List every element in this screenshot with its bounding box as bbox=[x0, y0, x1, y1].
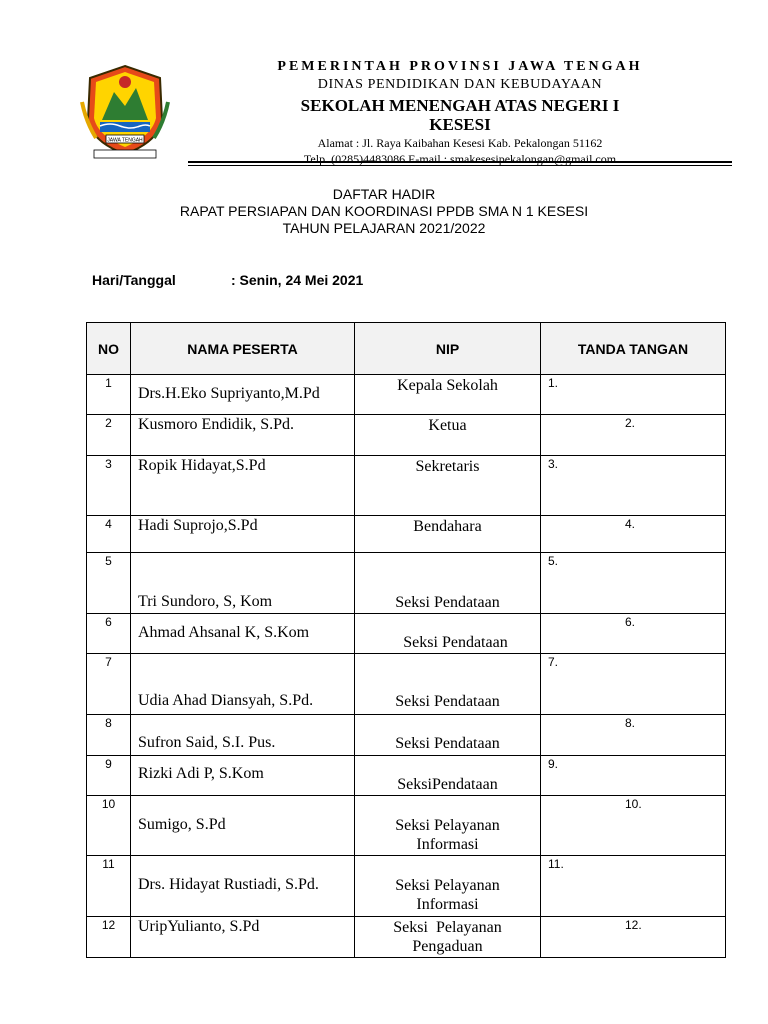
participant-role: Bendahara bbox=[413, 518, 482, 535]
signature-slot: 6. bbox=[625, 615, 636, 629]
signature-slot: 2. bbox=[625, 416, 636, 430]
participant-name: Sufron Said, S.I. Pus. bbox=[138, 734, 276, 751]
participant-role: Ketua bbox=[428, 417, 467, 434]
row-number: 1 bbox=[105, 376, 112, 390]
participant-name: UripYulianto, S.Pd bbox=[138, 918, 260, 935]
row-number: 7 bbox=[105, 655, 112, 669]
doc-subtitle: RAPAT PERSIAPAN DAN KOORDINASI PPDB SMA N 1 KESESI bbox=[179, 203, 589, 219]
signature-slot: 5. bbox=[548, 554, 559, 568]
doc-year: TAHUN PELAJARAN 2021/2022 bbox=[282, 220, 486, 236]
table-row bbox=[87, 756, 726, 796]
participant-role: SeksiPendataan bbox=[397, 776, 498, 793]
school-name: SEKOLAH MENENGAH ATAS NEGERI I bbox=[300, 96, 620, 115]
header-signature: TANDA TANGAN bbox=[541, 323, 726, 375]
row-number: 10 bbox=[101, 797, 116, 811]
participant-name: Sumigo, S.Pd bbox=[138, 816, 226, 833]
date-value: : Senin, 24 Mei 2021 bbox=[231, 272, 364, 288]
signature-slot: 8. bbox=[625, 716, 636, 730]
letterhead bbox=[188, 58, 732, 167]
government-name: PEMERINTAH PROVINSI JAWA TENGAH bbox=[277, 59, 643, 74]
table-row bbox=[87, 415, 726, 456]
header-no: NO bbox=[87, 323, 131, 375]
participant-role-cont: Pengaduan bbox=[412, 938, 483, 955]
table-header-row bbox=[87, 323, 726, 375]
participant-role: Seksi Pelayanan bbox=[395, 817, 500, 834]
department-name: DINAS PENDIDIKAN DAN KEBUDAYAAN bbox=[317, 77, 603, 92]
row-number: 11 bbox=[102, 857, 115, 871]
header-nip: NIP bbox=[355, 323, 541, 375]
table-row bbox=[87, 614, 726, 654]
row-number: 2 bbox=[105, 416, 112, 430]
table-row bbox=[87, 856, 726, 917]
participant-role: Seksi Pendataan bbox=[395, 693, 500, 710]
table-row bbox=[87, 654, 726, 715]
row-number: 9 bbox=[105, 757, 112, 771]
date-label: Hari/Tanggal bbox=[92, 272, 176, 288]
participant-role: Seksi Pendataan bbox=[395, 735, 500, 752]
letterhead-rule-thin bbox=[188, 165, 732, 166]
signature-slot: 12. bbox=[625, 918, 642, 932]
participant-name: Drs. Hidayat Rustiadi, S.Pd. bbox=[138, 876, 319, 893]
participant-name: Ropik Hidayat,S.Pd bbox=[138, 457, 266, 474]
row-number: 8 bbox=[105, 716, 112, 730]
participant-role-cont: Informasi bbox=[416, 836, 479, 853]
signature-slot: 4. bbox=[625, 517, 636, 531]
signature-slot: 11. bbox=[548, 857, 564, 871]
row-number: 12 bbox=[101, 918, 116, 932]
letterhead-rule-thick bbox=[188, 161, 732, 163]
participant-role-cont: Informasi bbox=[416, 896, 479, 913]
school-address: Alamat : Jl. Raya Kaibahan Kesesi Kab. Pekalongan 51162 bbox=[317, 136, 603, 150]
signature-slot: 9. bbox=[548, 757, 559, 771]
participant-role: Seksi Pelayanan bbox=[395, 877, 500, 894]
row-number: 3 bbox=[105, 457, 112, 471]
row-number: 5 bbox=[105, 554, 112, 568]
header-name: NAMA PESERTA bbox=[131, 323, 355, 375]
table-row bbox=[87, 917, 726, 958]
participant-name: Drs.H.Eko Supriyanto,M.Pd bbox=[138, 385, 320, 402]
school-name-cont: KESESI bbox=[429, 115, 491, 134]
attendance-table bbox=[86, 322, 726, 958]
table-row bbox=[87, 516, 726, 553]
participant-name: Udia Ahad Diansyah, S.Pd. bbox=[138, 692, 314, 709]
participant-role: Kepala Sekolah bbox=[397, 377, 498, 394]
table-row bbox=[87, 796, 726, 856]
participant-name: Rizki Adi P, S.Kom bbox=[138, 765, 264, 782]
signature-slot: 3. bbox=[548, 457, 559, 471]
school-contact: Telp. (0285)4483086 E-mail : smakesesipekalongan@gmail.com bbox=[303, 152, 617, 166]
signature-slot: 1. bbox=[548, 376, 559, 390]
participant-name: Tri Sundoro, S, Kom bbox=[138, 593, 273, 610]
participant-name: Kusmoro Endidik, S.Pd. bbox=[138, 416, 295, 433]
doc-title: DAFTAR HADIR bbox=[332, 186, 436, 202]
table-row bbox=[87, 553, 726, 614]
table-row bbox=[87, 456, 726, 516]
participant-name: Ahmad Ahsanal K, S.Kom bbox=[138, 624, 310, 641]
participant-role: Seksi Pendataan bbox=[395, 594, 500, 611]
svg-text:JAWA TENGAH: JAWA TENGAH bbox=[107, 137, 143, 144]
table-row bbox=[87, 715, 726, 756]
row-number: 6 bbox=[105, 615, 112, 629]
row-number: 4 bbox=[105, 517, 112, 531]
signature-slot: 7. bbox=[548, 655, 559, 669]
table-row bbox=[87, 375, 726, 415]
participant-role: Seksi Pelayanan bbox=[393, 919, 502, 936]
participant-role: Seksi Pendataan bbox=[403, 634, 508, 651]
signature-slot: 10. bbox=[625, 797, 642, 811]
participant-role: Sekretaris bbox=[415, 458, 480, 475]
province-logo bbox=[80, 62, 170, 162]
participant-name: Hadi Suprojo,S.Pd bbox=[138, 517, 258, 534]
